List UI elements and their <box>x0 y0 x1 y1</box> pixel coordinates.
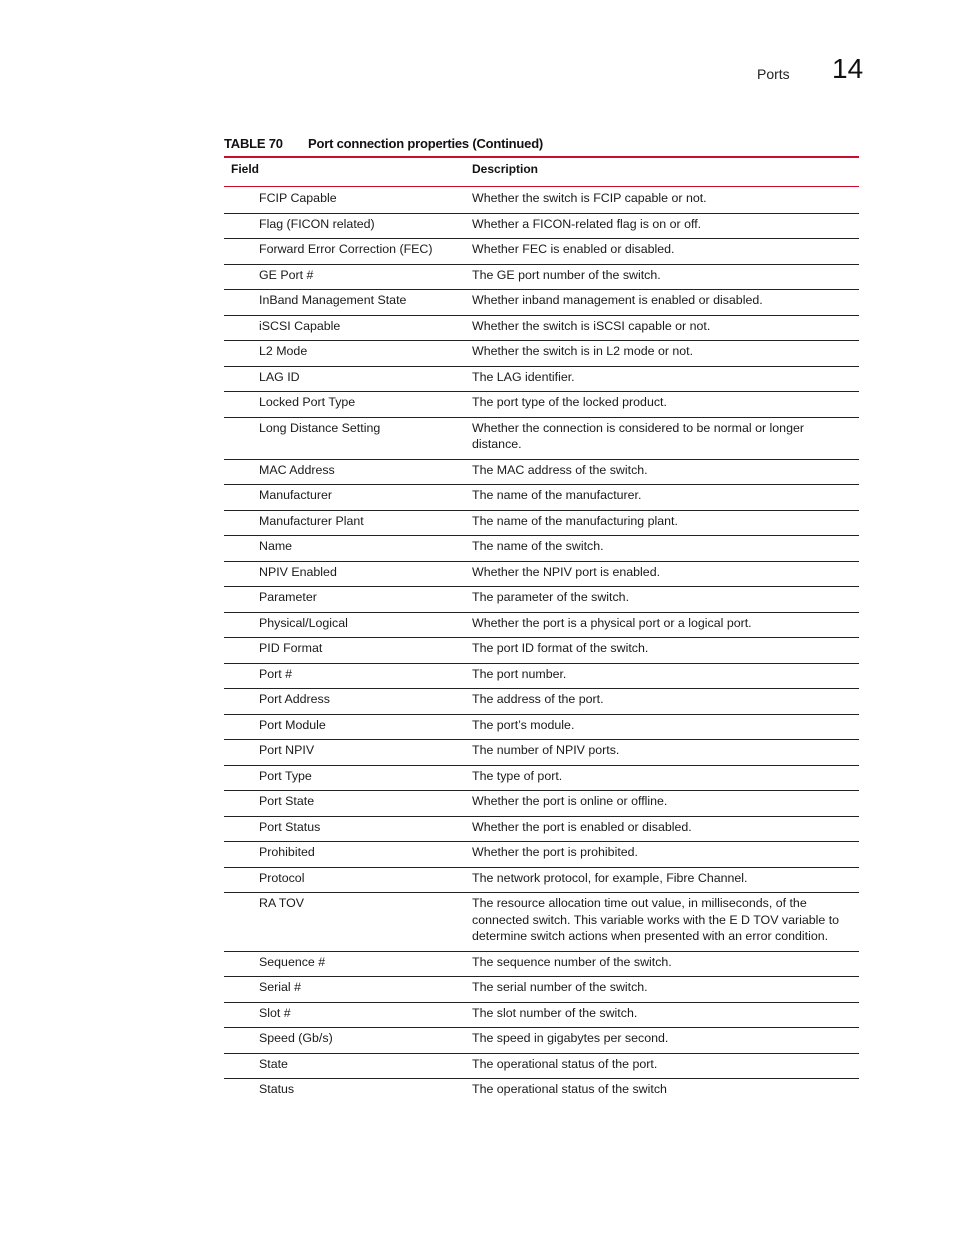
table-row <box>224 367 859 393</box>
table-row <box>224 817 859 843</box>
table-row <box>224 188 859 214</box>
description-cell: Whether the port is prohibited. <box>472 845 638 859</box>
table-row <box>224 1079 859 1104</box>
description-cell: Whether FEC is enabled or disabled. <box>472 242 675 256</box>
table-row <box>224 1003 859 1029</box>
field-cell: L2 Mode <box>259 344 308 358</box>
field-cell: Port Module <box>259 717 326 732</box>
table-row <box>224 485 859 511</box>
field-cell: Port # <box>259 666 293 681</box>
description-cell: Whether the port is enabled or disabled. <box>472 819 692 834</box>
description-cell: The sequence number of the switch. <box>472 954 672 969</box>
table-row <box>224 562 859 588</box>
description-cell: The address of the port. <box>472 692 604 706</box>
column-header-field: Field <box>231 162 260 176</box>
table-row <box>224 766 859 792</box>
description-cell: The speed in gigabytes per second. <box>472 1031 669 1045</box>
description-cell: The name of the manufacturing plant. <box>472 513 678 528</box>
description-cell: The slot number of the switch. <box>472 1005 638 1020</box>
description-cell: The type of port. <box>472 768 563 783</box>
table-label: TABLE 70 <box>224 136 283 151</box>
field-cell: Speed (Gb/s) <box>259 1031 333 1045</box>
field-cell: Long Distance Setting <box>259 420 381 435</box>
field-cell: Manufacturer Plant <box>259 513 364 528</box>
description-cell: Whether the switch is FCIP capable or not. <box>472 191 707 205</box>
table-row <box>224 392 859 418</box>
field-cell: Flag (FICON related) <box>259 216 375 231</box>
table-row <box>224 638 859 664</box>
field-cell: Slot # <box>259 1005 291 1020</box>
table-row <box>224 613 859 639</box>
table-row <box>224 952 859 978</box>
table-row <box>224 842 859 868</box>
field-cell: Name <box>259 539 293 553</box>
table-row <box>224 791 859 817</box>
field-cell: Locked Port Type <box>259 395 356 409</box>
page-header-chapter-number: 14 <box>832 53 864 84</box>
table-row <box>224 715 859 741</box>
description-cell: The name of the manufacturer. <box>472 488 642 502</box>
description-cell: Whether the switch is in L2 mode or not. <box>472 344 694 358</box>
description-cell: The MAC address of the switch. <box>472 462 648 477</box>
description-cell: The network protocol, for example, Fibre Channel. <box>472 870 748 885</box>
field-cell: Status <box>259 1082 295 1096</box>
field-cell: Port Address <box>259 692 330 706</box>
field-cell: Port Type <box>259 768 312 783</box>
field-cell: MAC Address <box>259 462 335 477</box>
table-title: Port connection properties (Continued) <box>308 136 544 151</box>
description-cell: The number of NPIV ports. <box>472 743 620 757</box>
field-cell: Serial # <box>259 980 302 994</box>
description-cell: Whether the NPIV port is enabled. <box>472 564 661 579</box>
description-cell: Whether the port is online or offline. <box>472 794 668 808</box>
table-header-row <box>224 158 859 187</box>
table-row <box>224 214 859 240</box>
table-row <box>224 1054 859 1080</box>
description-cell: The port’s module. <box>472 717 575 732</box>
table-row <box>224 868 859 894</box>
table-body <box>224 188 859 1104</box>
field-cell: Port State <box>259 794 315 808</box>
field-cell: iSCSI Capable <box>259 318 341 333</box>
description-cell: Whether the switch is iSCSI capable or not. <box>472 318 711 333</box>
description-cell: The operational status of the switch <box>472 1082 667 1096</box>
description-cell: The parameter of the switch. <box>472 590 630 604</box>
field-cell: Physical/Logical <box>259 615 348 630</box>
description-cell: The LAG identifier. <box>472 369 575 384</box>
description-cell: The operational status of the port. <box>472 1056 658 1071</box>
table-row <box>224 740 859 766</box>
field-cell: LAG ID <box>259 369 300 384</box>
table-row <box>224 689 859 715</box>
description-cell: Whether the port is a physical port or a logical port. <box>472 615 752 630</box>
table-row <box>224 1028 859 1054</box>
field-cell: PID Format <box>259 641 323 655</box>
field-cell: GE Port # <box>259 267 314 282</box>
table-row <box>224 239 859 265</box>
description-cell: Whether a FICON-related flag is on or off. <box>472 216 702 231</box>
field-cell: Parameter <box>259 590 317 604</box>
description-cell: The port number. <box>472 666 567 681</box>
table-row <box>224 511 859 537</box>
description-cell: The port type of the locked product. <box>472 395 667 409</box>
field-cell: Forward Error Correction (FEC) <box>259 242 433 256</box>
description-cell: Whether inband management is enabled or disabled. <box>472 293 763 307</box>
table-row <box>224 893 859 952</box>
field-cell: Protocol <box>259 870 305 885</box>
description-cell: The serial number of the switch. <box>472 980 648 994</box>
description-cell: The resource allocation time out value, in milliseconds, of the connected switch. This variable works with the E D TOV variable to determine switch actions when presented with an error condition. <box>472 896 840 943</box>
table-row <box>224 587 859 613</box>
field-cell: Port Status <box>259 819 321 834</box>
description-cell: The GE port number of the switch. <box>472 267 661 282</box>
table-row <box>224 290 859 316</box>
column-header-description: Description <box>472 162 539 176</box>
table-row <box>224 265 859 291</box>
field-cell: Manufacturer <box>259 488 333 502</box>
field-cell: InBand Management State <box>259 293 407 307</box>
table-row <box>224 536 859 562</box>
description-cell: The name of the switch. <box>472 539 604 553</box>
field-cell: NPIV Enabled <box>259 564 337 579</box>
table-row <box>224 977 859 1003</box>
field-cell: RA TOV <box>259 896 304 910</box>
field-cell: FCIP Capable <box>259 191 337 205</box>
table-caption <box>224 136 543 151</box>
table-row <box>224 341 859 367</box>
description-cell: Whether the connection is considered to be normal or longer distance. <box>472 420 804 451</box>
page-header-section: Ports <box>757 66 790 82</box>
table-row <box>224 316 859 342</box>
field-cell: Prohibited <box>259 845 315 859</box>
table-row <box>224 664 859 690</box>
field-cell: State <box>259 1056 288 1071</box>
field-cell: Port NPIV <box>259 743 315 757</box>
table-row <box>224 418 859 460</box>
description-cell: The port ID format of the switch. <box>472 641 649 655</box>
field-cell: Sequence # <box>259 954 326 969</box>
table-row <box>224 460 859 486</box>
